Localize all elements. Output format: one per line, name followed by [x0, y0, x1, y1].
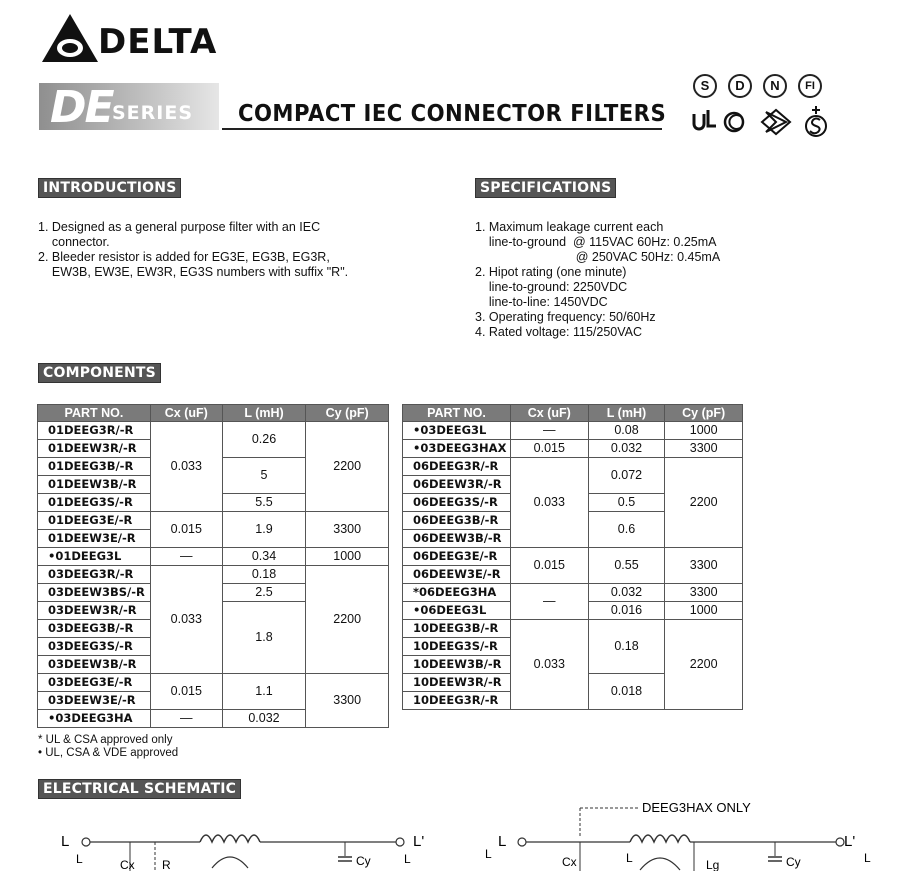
list-item: 2. Bleeder resistor is added for EG3E, EG3B, EG3R,	[38, 250, 330, 264]
cert-s-icon: S	[693, 74, 717, 98]
terminal-icon	[836, 838, 844, 846]
table-row: 06DEEG3S/-R 0.5	[403, 494, 743, 512]
list-item: 1. Maximum leakage current each	[475, 220, 664, 234]
table-header-row	[403, 405, 743, 422]
table-row: 10DEEG3R/-R	[403, 692, 743, 710]
cert-fi-icon: FI	[798, 74, 822, 98]
table-row: 06DEEW3B/-R	[403, 530, 743, 548]
note-ul-csa-vde: • UL, CSA & VDE approved	[38, 747, 179, 759]
terminal-icon	[82, 838, 90, 846]
table-row: 01DEEW3B/-R	[38, 476, 389, 494]
delta-logo	[40, 12, 218, 64]
schematic-right	[480, 796, 885, 871]
title-underline	[222, 128, 662, 130]
col-cx: Cx (uF)	[150, 405, 222, 422]
table-header-row	[38, 405, 389, 422]
schem-l-small-label-2: L	[404, 852, 411, 866]
table-row: 06DEEG3B/-R 0.6	[403, 512, 743, 530]
table-row: 03DEEG3B/-R	[38, 620, 389, 638]
table-row: 03DEEG3E/-R 0.015 1.1 3300	[38, 674, 389, 692]
table-row: 06DEEW3E/-R	[403, 566, 743, 584]
list-item: line-to-line: 1450VDC	[475, 295, 608, 309]
col-cy: Cy (pF)	[665, 405, 743, 422]
schematic-left	[40, 820, 440, 871]
schem-cx-label: Cx	[120, 858, 135, 871]
schem-r-label: R	[162, 858, 171, 871]
core-arrow-icon	[212, 857, 248, 868]
brand-name: DELTA	[98, 22, 218, 62]
list-item: 1. Designed as a general purpose filter with an IEC	[38, 220, 321, 234]
table-row: •03DEEG3L — 0.08 1000	[403, 422, 743, 440]
schem-l-coil-label: L	[626, 851, 633, 865]
table-row: 01DEEG3B/-R 5	[38, 458, 389, 476]
table-row: 06DEEW3R/-R	[403, 476, 743, 494]
series-prefix: DE	[50, 82, 113, 133]
schem-l-small-label-2: L	[864, 851, 871, 865]
components-table-right	[402, 404, 743, 710]
schem-lg-label: Lg	[706, 858, 720, 871]
table-row: 10DEEG3S/-R	[403, 638, 743, 656]
list-item: line-to-ground @ 115VAC 60Hz: 0.25mA	[475, 235, 717, 249]
table-row: *06DEEG3HA — 0.032 3300	[403, 584, 743, 602]
table-row: 03DEEG3S/-R	[38, 638, 389, 656]
ul-mark-icon	[694, 110, 716, 129]
schem-cx-label: Cx	[562, 855, 577, 869]
csa-mark-icon	[725, 113, 743, 131]
table-row: 01DEEW3E/-R	[38, 530, 389, 548]
list-item: EW3B, EW3E, EW3R, EG3S numbers with suffix "R".	[38, 265, 349, 279]
cert-n-icon: N	[763, 74, 787, 98]
table-row: •01DEEG3L — 0.34 1000	[38, 548, 389, 566]
list-item: 3. Operating frequency: 50/60Hz	[475, 310, 656, 324]
terminal-icon	[518, 838, 526, 846]
introductions-list	[38, 220, 348, 280]
list-item: 4. Rated voltage: 115/250VAC	[475, 325, 643, 339]
col-part-no: PART NO.	[38, 405, 151, 422]
s-plus-mark-icon	[806, 106, 826, 136]
table-row: 06DEEG3R/-R 0.033 0.072 2200	[403, 458, 743, 476]
schem-lprime-label: L'	[413, 833, 425, 850]
schem-cy-label: Cy	[786, 855, 801, 869]
table-row: 03DEEW3R/-R 1.8	[38, 602, 389, 620]
table-row: •06DEEG3L 0.016 1000	[403, 602, 743, 620]
table-row: 03DEEG3R/-R 0.033 0.18 2200	[38, 566, 389, 584]
list-item: connector.	[38, 235, 110, 249]
schem-cy-label: Cy	[356, 854, 371, 868]
certification-row-2	[690, 104, 830, 138]
table-row: 03DEEW3E/-R	[38, 692, 389, 710]
col-part-no: PART NO.	[403, 405, 511, 422]
introductions-heading: INTRODUCTIONS	[38, 178, 181, 198]
inductor-coil-icon	[630, 835, 690, 842]
table-row: 01DEEG3E/-R 0.015 1.9 3300	[38, 512, 389, 530]
table-row: 01DEEG3S/-R 5.5	[38, 494, 389, 512]
certification-row-1	[693, 74, 822, 98]
table-row: •03DEEG3HAX 0.015 0.032 3300	[403, 440, 743, 458]
schematic-heading: ELECTRICAL SCHEMATIC	[38, 779, 241, 799]
terminal-icon	[396, 838, 404, 846]
note-ul-csa: * UL & CSA approved only	[38, 734, 173, 746]
table-row: 03DEEW3B/-R	[38, 656, 389, 674]
schem-lprime-label: L'	[844, 833, 856, 850]
table-row: 10DEEW3R/-R 0.018	[403, 674, 743, 692]
components-table-left	[37, 404, 389, 728]
col-l: L (mH)	[222, 405, 306, 422]
table-row: 01DEEW3R/-R	[38, 440, 389, 458]
table-row: 10DEEG3B/-R 0.033 0.18 2200	[403, 620, 743, 638]
hax-only-label: DEEG3HAX ONLY	[642, 800, 751, 815]
core-arrow-icon	[640, 858, 680, 870]
list-item: 2. Hipot rating (one minute)	[475, 265, 627, 279]
list-item: @ 250VAC 50Hz: 0.45mA	[475, 250, 721, 264]
table-row: 03DEEW3BS/-R 2.5	[38, 584, 389, 602]
specifications-heading: SPECIFICATIONS	[475, 178, 616, 198]
series-word: SERIES	[112, 102, 194, 124]
components-heading: COMPONENTS	[38, 363, 161, 383]
vde-mark-icon	[762, 110, 790, 134]
col-cy: Cy (pF)	[306, 405, 389, 422]
approval-notes	[38, 734, 178, 760]
cert-d-icon: D	[728, 74, 752, 98]
inductor-coil-icon	[200, 835, 260, 842]
schem-l-small-label: L	[485, 847, 492, 861]
schem-l-label: L	[61, 833, 70, 850]
table-row: •03DEEG3HA — 0.032	[38, 710, 389, 728]
page-title: COMPACT IEC CONNECTOR FILTERS	[238, 101, 667, 127]
table-row: 06DEEG3E/-R 0.015 0.55 3300	[403, 548, 743, 566]
col-cx: Cx (uF)	[510, 405, 588, 422]
schem-l-label: L	[498, 833, 507, 850]
col-l: L (mH)	[588, 405, 665, 422]
schem-l-small-label: L	[76, 852, 83, 866]
list-item: line-to-ground: 2250VDC	[475, 280, 628, 294]
table-row: 10DEEW3B/-R	[403, 656, 743, 674]
table-row: 01DEEG3R/-R 0.033 0.26 2200	[38, 422, 389, 440]
specifications-list	[475, 220, 720, 340]
